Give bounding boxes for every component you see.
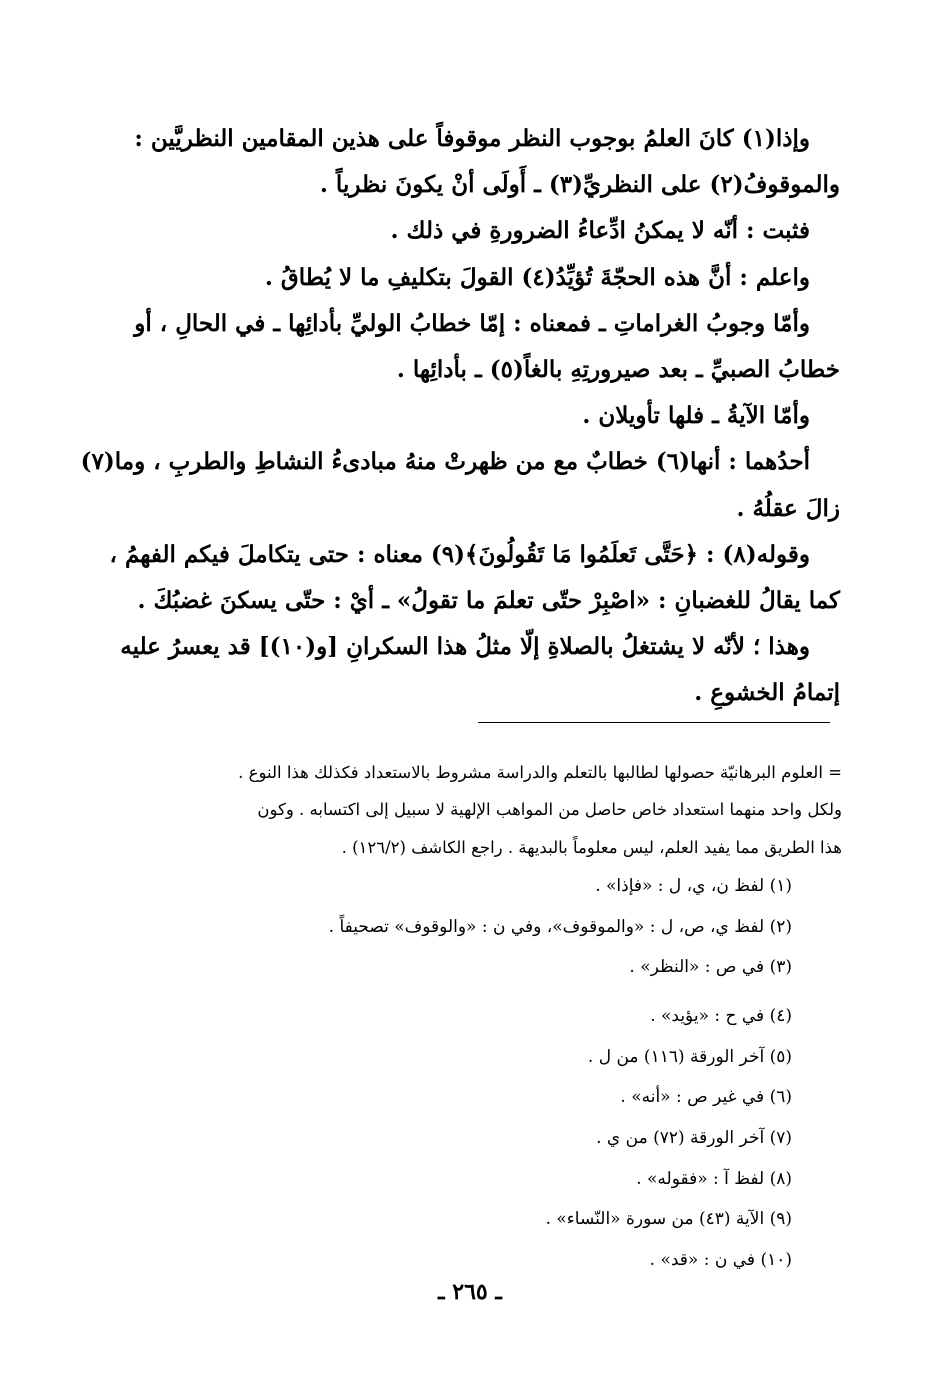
text-line: زالَ عقلُهُ . [736, 494, 840, 522]
main-text [80, 116, 840, 716]
footnote-continuation-line: ولكل واحد منهما استعداد خاص حاصل من المواهب الإلهية لا سبيل إلى اكتسابه . وكون [257, 800, 842, 820]
text-line: فثبت : أنّه لا يمكنُ ادِّعاءُ الضرورةِ في ذلك . [390, 217, 810, 245]
footnote-4: (٤) في ح : «يؤيد» . [650, 1005, 792, 1026]
text-line: وأمّا وجوبُ الغراماتِ ـ فمعناه : إمّا خطابُ الوليِّ بأدائِها ـ في الحالِ ، أو [134, 309, 810, 337]
footnote-8: (٨) لفظ آ : «فقوله» . [636, 1168, 792, 1189]
text-line: وهذا ؛ لأنّه لا يشتغلُ بالصلاةِ إلّا مثلُ هذا السكرانِ [و(١٠)] قد يعسرُ عليه [120, 633, 810, 661]
footnote-continuation-line: = العلوم البرهانيّة حصولها لطالبها بالتعلم والدراسة مشروط بالاستعداد فكذلك هذا النوع . [238, 763, 842, 782]
text-line: وقوله(٨) : ﴿حَتَّى تَعلَمُوا مَا تَقُولُونَ﴾(٩) معناه : حتى يتكاملَ فيكم الفهمُ ، [109, 540, 810, 568]
footnote-9: (٩) الآية (٤٣) من سورة «النّساء» . [545, 1209, 792, 1230]
footnote-6: (٦) في غير ص : «أنه» . [620, 1087, 792, 1108]
footnotes-section [150, 754, 842, 1281]
text-line: كما يقالُ للغضبانِ : «اصْبِرْ حتّى تعلمَ ما تقولُ» ـ أيْ : حتّى يسكنَ غضبُكَ . [137, 586, 840, 614]
text-line: والموقوفُ(٢) على النظريِّ(٣) ـ أَولَى أنْ يكونَ نظرياً . [319, 171, 840, 199]
text-line: خطابُ الصبيِّ ـ بعد صيرورتِهِ بالغاً(٥) ـ بأدائِها . [396, 355, 840, 383]
footnote-3: (٣) في ص : «النظر» . [629, 957, 792, 978]
footnote-5: (٥) آخر الورقة (١١٦) من ل . [587, 1046, 792, 1067]
footnote-10: (١٠) في ن : «قد» . [649, 1250, 792, 1271]
text-line: وأمّا الآيةُ ـ فلها تأويلان . [582, 402, 810, 430]
text-line: إتمامُ الخشوعِ . [694, 679, 840, 707]
footnote-continuation [150, 754, 842, 866]
footnote-7: (٧) آخر الورقة (٧٢) من ي . [596, 1128, 792, 1149]
footnote-2: (٢) لفظ ي، ص، ل : «والموقوف»، وفي ن : «والوقوف» تصحيفاً . [328, 916, 792, 937]
footnote-continuation-line: هذا الطريق مما يفيد العلم، ليس معلوماً بالبديهة . راجع الكاشف (١٢٦/٢) . [341, 837, 842, 857]
footnote-1: (١) لفظ ن، ي، ل : «فإذا» . [595, 875, 792, 896]
footnote-divider [478, 722, 830, 723]
text-line: واعلم : أنَّ هذه الحجّةَ تُؤيِّدُ(٤) القولَ بتكليفِ ما لا يُطاقُ . [264, 263, 810, 291]
page-number: ـ ٢٦٥ ـ [438, 1279, 502, 1305]
text-line: أحدُهما : أنها(٦) خطابٌ مع من ظهرتْ منهُ مبادىءُ النشاطِ والطربِ ، وما(٧) [80, 448, 810, 476]
text-line: وإذا(١) كانَ العلمُ بوجوب النظر موقوفاً على هذين المقامين النظريَّين : [134, 125, 810, 152]
